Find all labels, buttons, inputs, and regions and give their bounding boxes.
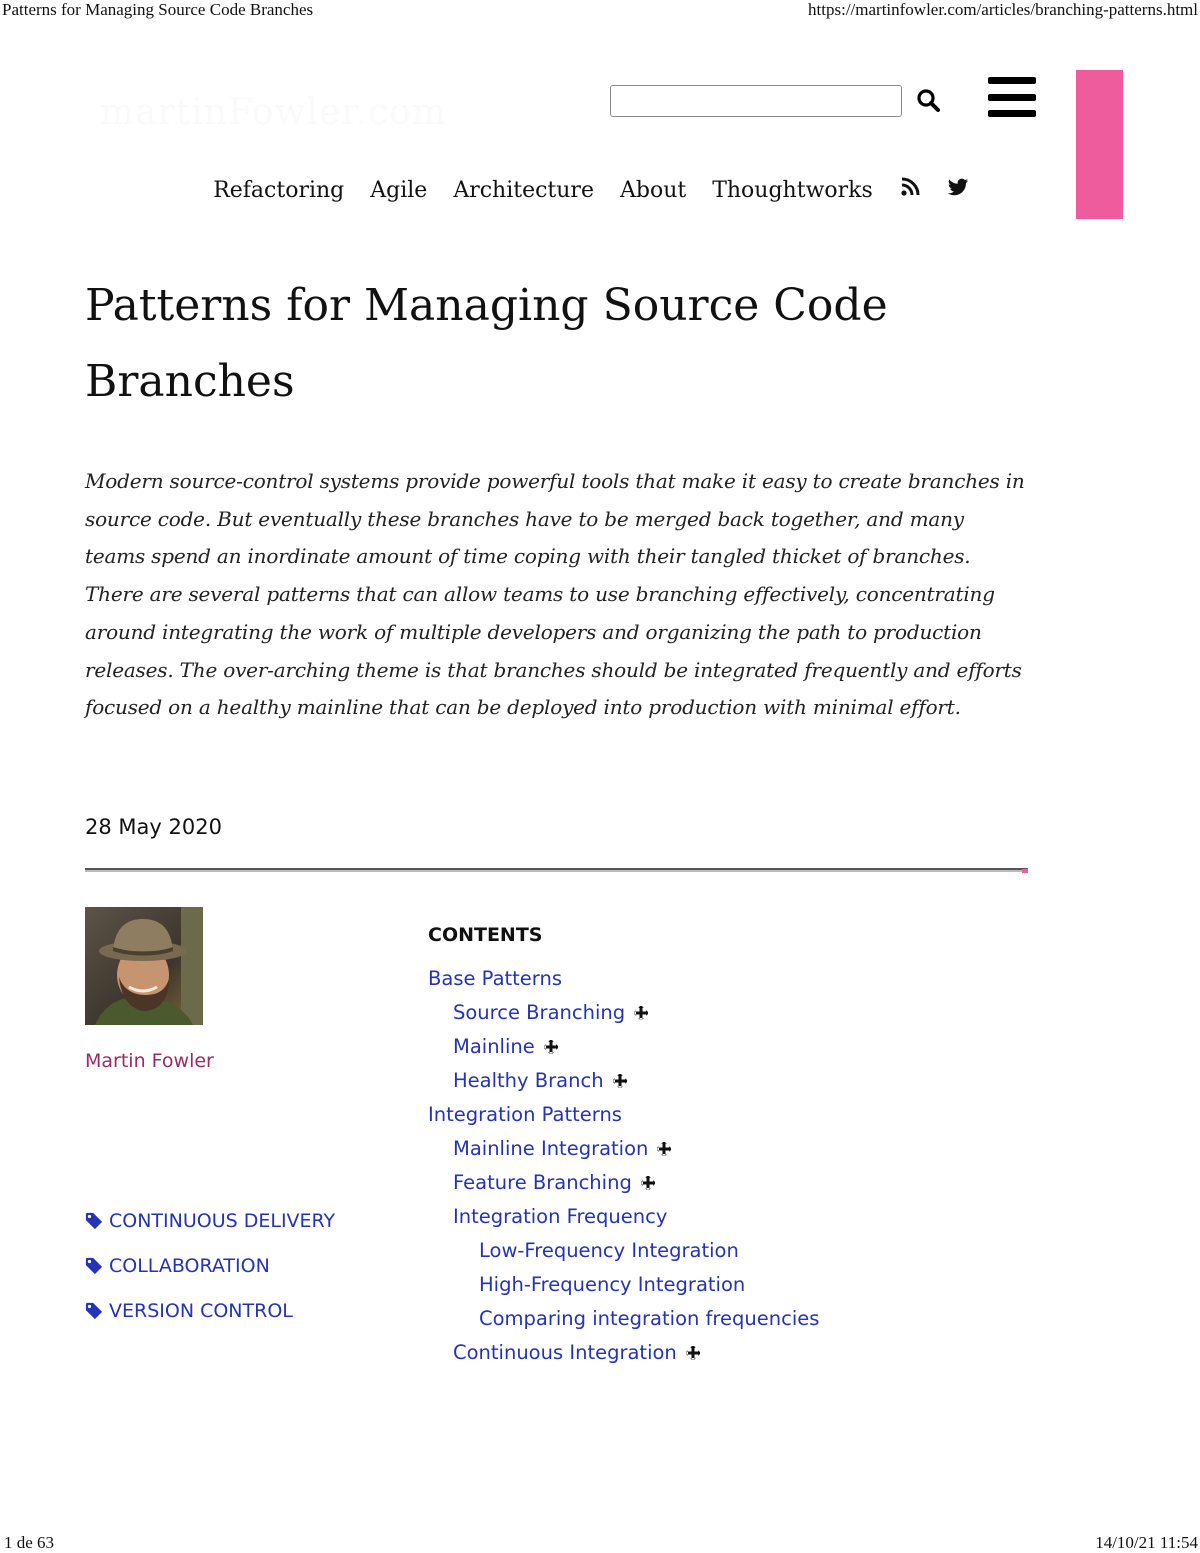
- site-logo[interactable]: martinFowler.com: [100, 92, 447, 133]
- toc-item[interactable]: [428, 1268, 819, 1302]
- expand-icon[interactable]: [685, 1345, 701, 1361]
- rss-icon: [899, 176, 921, 198]
- toc-item-label: Mainline: [453, 1035, 535, 1058]
- toc-item[interactable]: [428, 1336, 819, 1370]
- toc-item-label: Healthy Branch: [453, 1069, 604, 1092]
- nav-architecture[interactable]: Architecture: [453, 177, 594, 203]
- search-icon: [914, 86, 944, 116]
- toc-item-label: Continuous Integration: [453, 1341, 677, 1364]
- toc-item-label: Feature Branching: [453, 1171, 632, 1194]
- header-divider: [85, 868, 1028, 872]
- toc-item-label: Integration Frequency: [453, 1205, 668, 1228]
- toc-item[interactable]: [428, 1200, 819, 1234]
- author-photo[interactable]: [85, 907, 203, 1025]
- tag-label: COLLABORATION: [109, 1254, 270, 1277]
- nav-agile[interactable]: Agile: [370, 177, 428, 203]
- author-link[interactable]: Martin Fowler: [85, 1050, 214, 1072]
- tag-icon: [85, 1257, 103, 1275]
- menu-icon: [988, 94, 1036, 101]
- toc-item[interactable]: [428, 996, 819, 1030]
- contents-heading: CONTENTS: [428, 924, 543, 946]
- tag-continuous-delivery[interactable]: [85, 1198, 335, 1243]
- toc-item[interactable]: [428, 1030, 819, 1064]
- expand-icon[interactable]: [633, 1005, 649, 1021]
- table-of-contents: [428, 962, 819, 1370]
- toc-item[interactable]: [428, 1098, 819, 1132]
- search-input[interactable]: [610, 85, 902, 117]
- nav-about[interactable]: About: [619, 177, 687, 203]
- toc-item[interactable]: [428, 1166, 819, 1200]
- tag-label: CONTINUOUS DELIVERY: [109, 1209, 336, 1232]
- publish-date: 28 May 2020: [85, 815, 222, 839]
- toc-item-label: Source Branching: [453, 1001, 626, 1024]
- toc-item-label: Mainline Integration: [453, 1137, 649, 1160]
- nav-thoughtworks[interactable]: Thoughtworks: [712, 177, 873, 203]
- menu-icon: [988, 77, 1036, 84]
- toc-item-label: Comparing integration frequencies: [479, 1307, 820, 1330]
- tag-version-control[interactable]: [85, 1288, 335, 1333]
- twitter-icon: [947, 176, 969, 198]
- toc-item[interactable]: [428, 1132, 819, 1166]
- nav-refactoring[interactable]: Refactoring: [213, 177, 345, 203]
- toc-item-label: Base Patterns: [428, 967, 562, 990]
- tag-icon: [85, 1212, 103, 1230]
- tag-icon: [85, 1302, 103, 1320]
- toc-item[interactable]: [428, 962, 819, 996]
- expand-icon[interactable]: [640, 1175, 656, 1191]
- expand-icon[interactable]: [612, 1073, 628, 1089]
- article-abstract: Modern source-control systems provide powerful tools that make it easy to create branches in source code. But eventually these branches have to be merged back together, and many teams spend an inordinate amount of time coping with their tangled thicket of branches. There are several patterns that can allow teams to use branching effectively, concentrating around integrating the work of multiple developers and organizing the path to production releases. The over-arching theme is that branches should be integrated frequently and efforts focused on a healthy mainline that can be deployed into production with minimal effort.: [85, 469, 1025, 720]
- expand-icon[interactable]: [543, 1039, 559, 1055]
- print-page-number: 1 de 63: [4, 1533, 55, 1552]
- tag-collaboration[interactable]: [85, 1243, 335, 1288]
- expand-icon[interactable]: [656, 1141, 672, 1157]
- print-header-title: Patterns for Managing Source Code Branches: [2, 0, 314, 19]
- main-nav: [0, 176, 1200, 204]
- menu-button[interactable]: [988, 77, 1038, 119]
- menu-icon: [988, 110, 1036, 117]
- toc-item-label: Low-Frequency Integration: [479, 1239, 739, 1262]
- twitter-link[interactable]: [947, 176, 969, 204]
- toc-item[interactable]: [428, 1234, 819, 1268]
- page-title: Patterns for Managing Source Code Branches: [85, 280, 888, 407]
- rss-link[interactable]: [899, 176, 921, 204]
- divider-accent: [1022, 869, 1028, 873]
- search-button[interactable]: [914, 86, 944, 116]
- tag-label: VERSION CONTROL: [109, 1299, 293, 1322]
- print-header-url: https://martinfowler.com/articles/branching-patterns.html: [808, 0, 1198, 19]
- print-datetime: 14/10/21 11:54: [1095, 1533, 1198, 1552]
- toc-item[interactable]: [428, 1302, 819, 1336]
- toc-item-label: Integration Patterns: [428, 1103, 622, 1126]
- tag-list: [85, 1198, 335, 1333]
- toc-item[interactable]: [428, 1064, 819, 1098]
- toc-item-label: High-Frequency Integration: [479, 1273, 746, 1296]
